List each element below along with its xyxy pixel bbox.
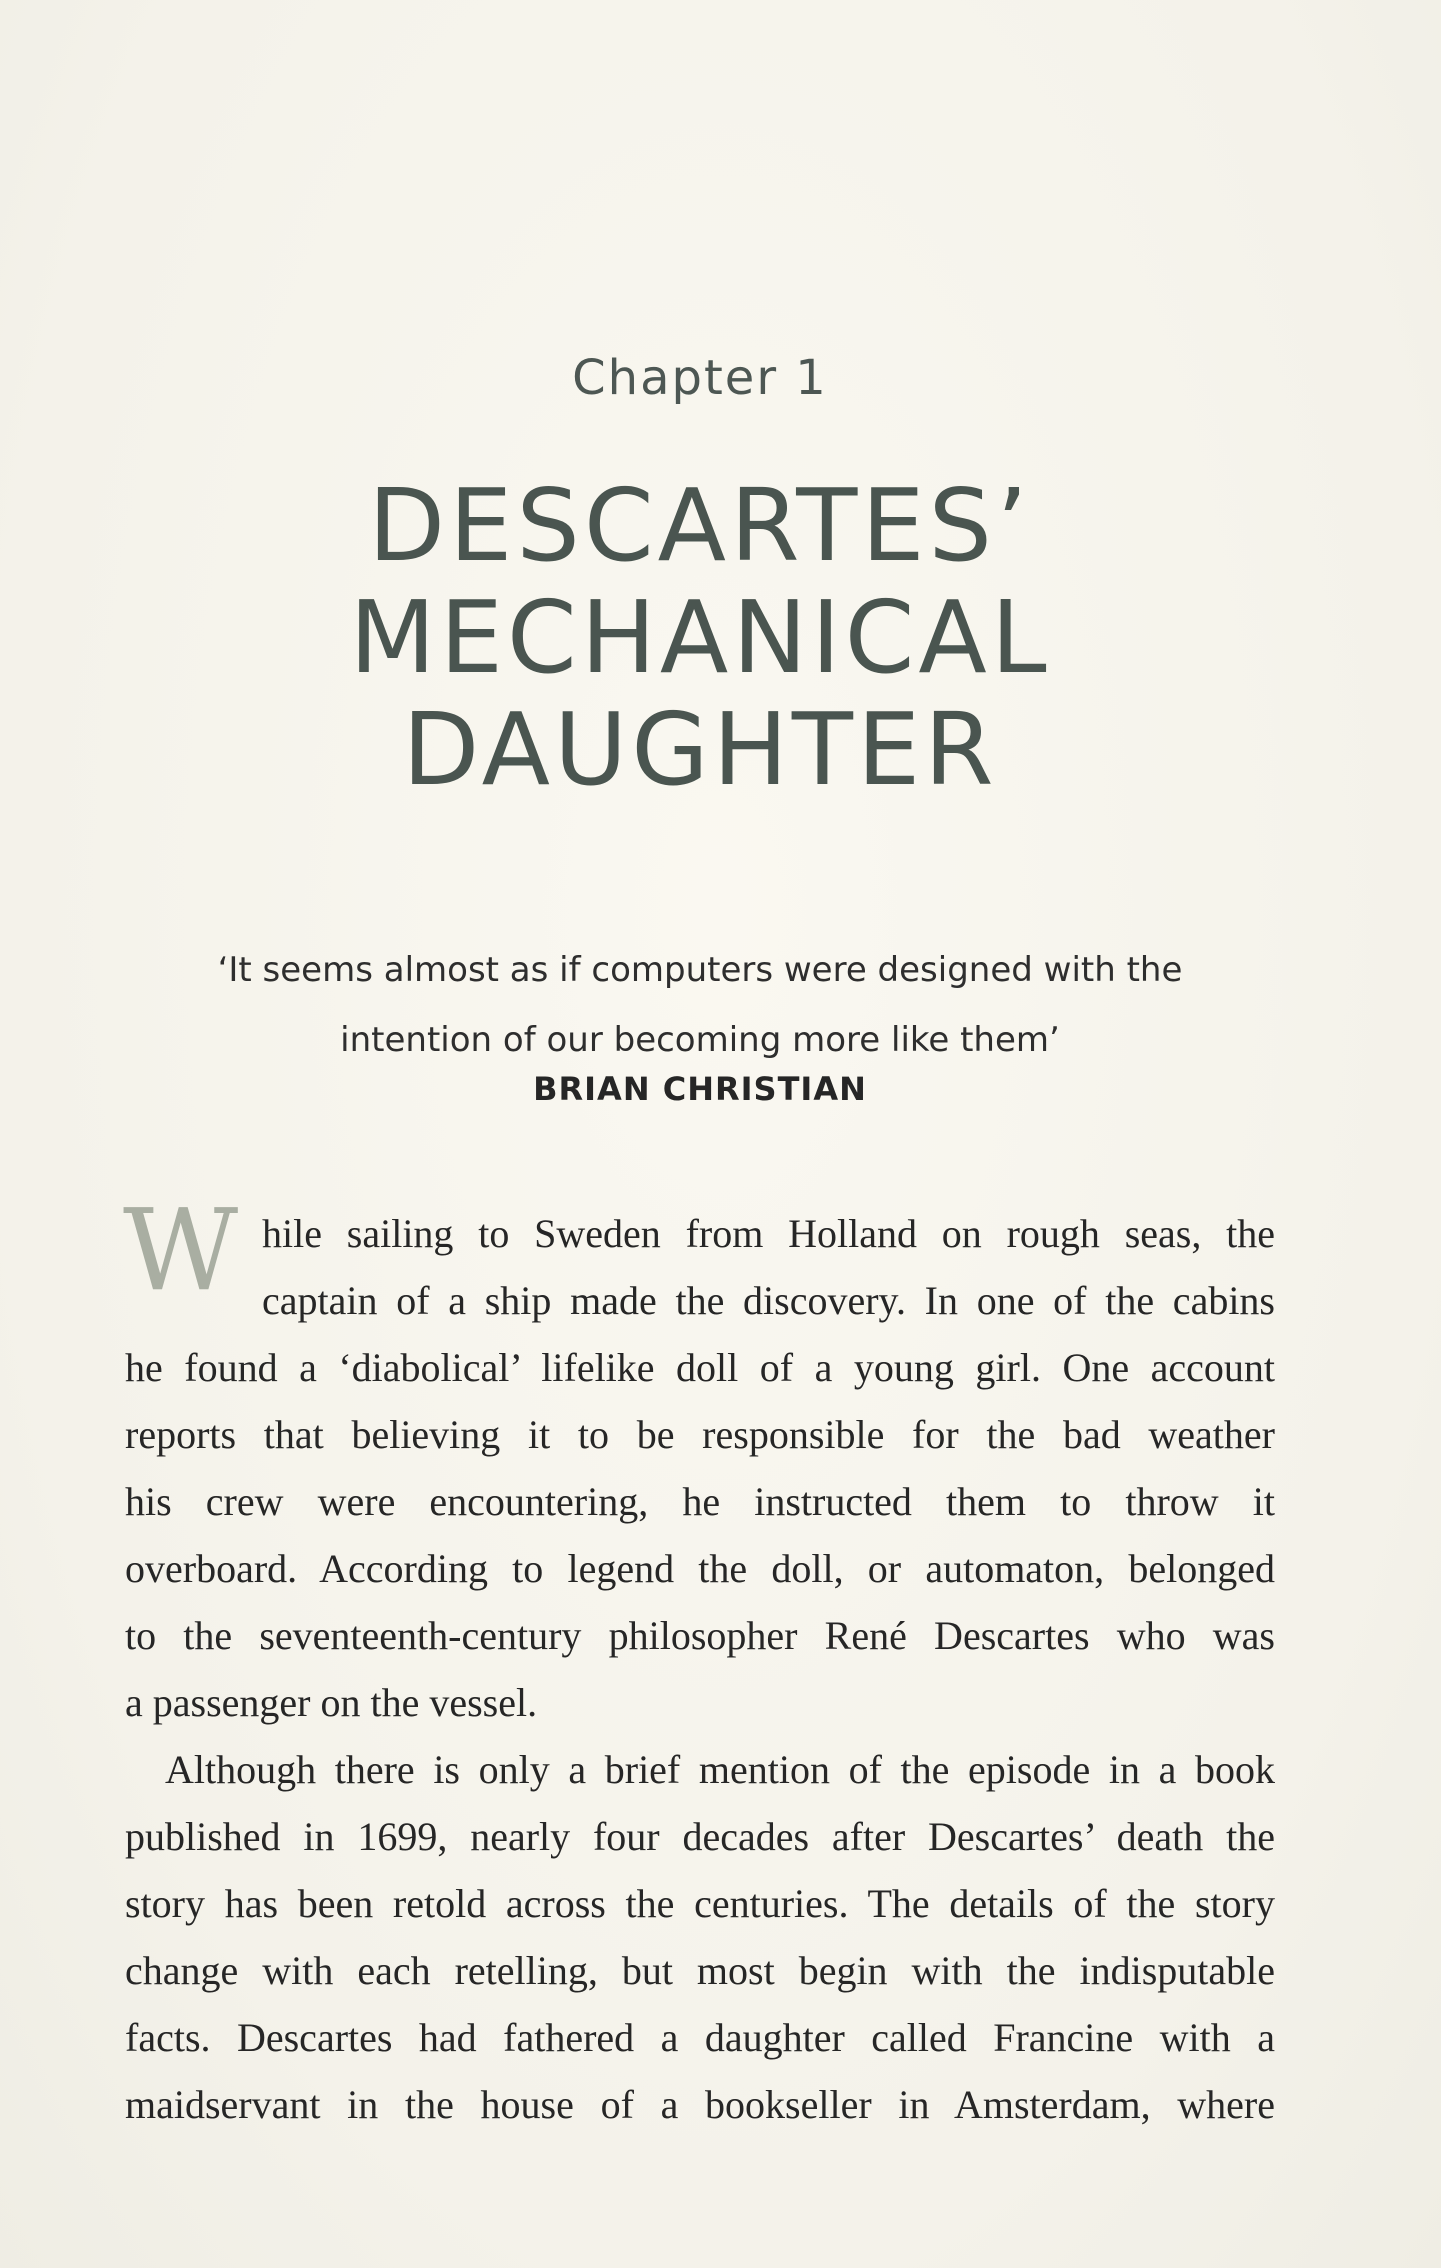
text-line: he found a ‘diabolical’ lifelike doll of a young girl. One account [125,1345,1275,1390]
text-line: reports that believing it to be responsible for the bad weather [125,1412,1275,1457]
text-line: a passenger on the vessel. [125,1680,538,1725]
chapter-title [0,467,1400,808]
drop-cap: W [123,1186,239,1316]
text-line: overboard. According to legend the doll, or automaton, belonged [125,1546,1275,1591]
text-line: Although there is only a brief mention of the episode in a book [165,1747,1275,1792]
text-line: published in 1699, nearly four decades after Descartes’ death the [125,1814,1275,1859]
text-line: maidservant in the house of a bookseller in Amsterdam, where [125,2082,1275,2127]
chapter-title-line: MECHANICAL [349,579,1051,696]
text-line: story has been retold across the centuries. The details of the story [125,1881,1275,1926]
text-line: his crew were encountering, he instructed them to throw it [125,1479,1275,1524]
chapter-title-line: DAUGHTER [402,691,998,808]
chapter-number: Chapter 1 [572,350,828,406]
text-line: facts. Descartes had fathered a daughter called Francine with a [125,2015,1275,2060]
text-line: hile sailing to Sweden from Holland on rough seas, the [262,1211,1275,1256]
text-line: to the seventeenth-century philosopher René Descartes who was [125,1613,1275,1658]
text-line: change with each retelling, but most begin with the indisputable [125,1948,1275,1993]
epigraph-line: ‘It seems almost as if computers were designed with the [217,950,1183,990]
epigraph-quote [130,935,1270,1075]
epigraph-line: intention of our becoming more like them’ [340,1020,1060,1060]
chapter-title-line: DESCARTES’ [368,467,1032,584]
epigraph-author: BRIAN CHRISTIAN [533,1070,867,1108]
text-line: captain of a ship made the discovery. In one of the cabins [262,1278,1275,1323]
